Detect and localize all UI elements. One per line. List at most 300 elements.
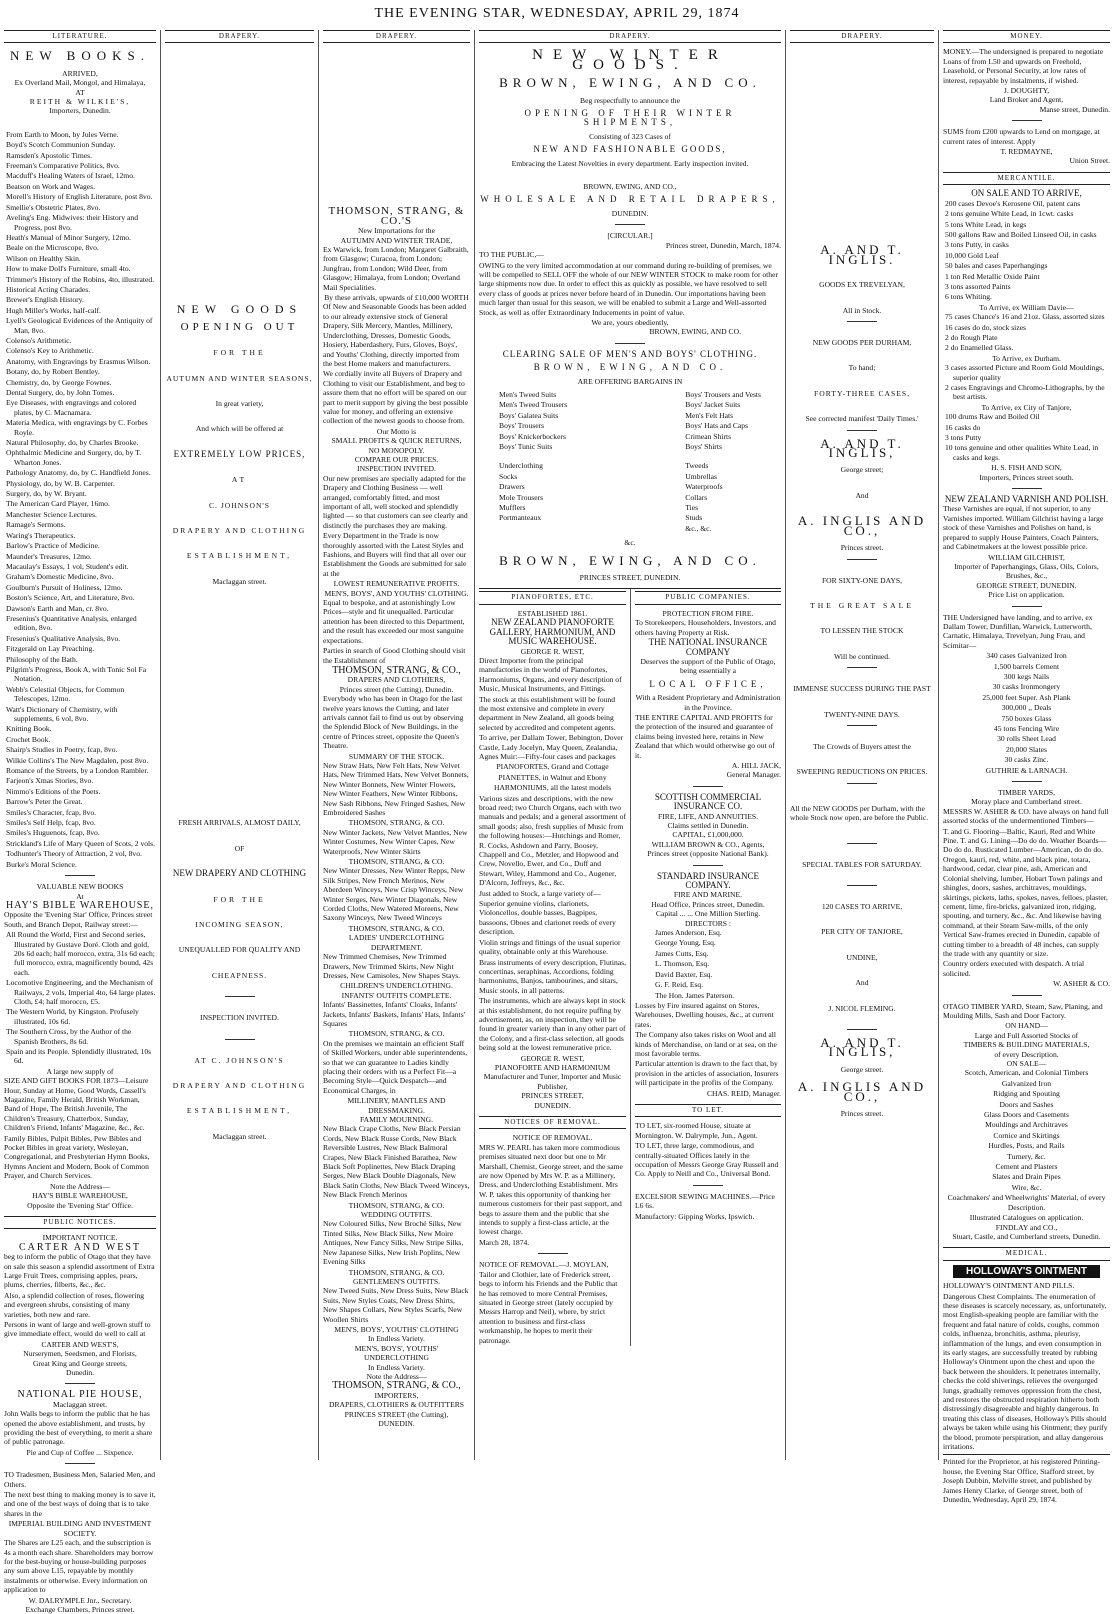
ad-text: Particular attention is drawn to the fact that, by provision in the articles of association, Insurers will participate in the profits of the Company.: [635, 1059, 779, 1088]
list-item: Materia Medica, with engravings by C. Forbes Royle.: [6, 418, 148, 437]
ad-text: ESTABLISHED 1861.: [517, 608, 588, 618]
ad-text: George street;: [840, 465, 884, 475]
ad-text: HARMONIUMS, all the latest models: [493, 783, 612, 793]
list-item: 750 boxes Glass: [1001, 713, 1052, 723]
list-item: Boys' Trousers and Vests: [685, 389, 761, 399]
list-item: Boys' Shirts: [685, 442, 722, 451]
list-item: Nimmo's Editions of the Poets.: [6, 786, 101, 796]
ad-text: In Endless Variety.: [368, 1362, 425, 1372]
ad-heading: EXTREMELY LOW PRICES,: [173, 448, 306, 459]
ad-title: NEW ZEALAND PIANOFORTE GALLERY, HARMONIUM, AND MUSIC WAREHOUSE.: [489, 617, 616, 647]
ad-heading: GENTLEMEN'S OUTFITS.: [352, 1276, 440, 1286]
list-item: G. F. Reid, Esq.: [655, 980, 704, 990]
list-item: David Baxter, Esq.: [655, 969, 713, 979]
ad-text: A. HILL JACK,: [731, 760, 781, 770]
ad-heading: UNEQUALLED FOR QUALITY AND: [178, 945, 301, 955]
list-item: 300,000 ,, Deals: [1001, 703, 1052, 713]
ad-text: Coachmakers' and Wheelwrights' Material, of every Description.: [947, 1193, 1106, 1212]
list-item: 75 cases Chance's 16 and 21oz. Glass, assorted sizes: [945, 312, 1105, 322]
ad-text: TO LET, three large, commodious, and centrally-situated Offices lately in the occupation of Messrs George Gray Russell and Co. Apply to Neill and Co., Universal Bond.: [635, 1141, 779, 1179]
ad-heading: INSPECTION INVITED.: [200, 1013, 279, 1023]
list-item: Barrow's Peter the Great.: [6, 797, 83, 807]
ad-title: CLEARING SALE OF MEN'S AND BOYS' CLOTHING.: [502, 348, 758, 359]
ad-text: The stock at this establishment will be found the most extensive and complete in every department in New Zealand, all goods being selected by accredited and competent agents.: [479, 694, 616, 732]
ad-text: THE Undersigned have landing, and to arrive, ex Dallam Tower, Dunfillan, Warwick, Lutterworth, Carnatic, Himalaya, Trevelyan, Jung Frau, and Scimitar—: [943, 612, 1093, 650]
ad-heading: TIMBER YARDS,: [997, 788, 1056, 798]
ad-title: ON SALE AND TO ARRIVE,: [971, 188, 1082, 199]
column-drapery-johnson: [161, 30, 318, 1460]
ad-text: CHAS. REID, Manager.: [706, 1088, 781, 1098]
ad-text: Embracing the Latest Novelties in every department. Early inspection invited.: [511, 158, 749, 168]
ad-text: The Company also takes risks on Wool and all kinds of Merchandise, on land or at sea, on the most favorable terms.: [635, 1030, 777, 1058]
ad-text: Illustrated Catalogues on application.: [969, 1213, 1084, 1223]
ad-text: Superior genuine violins, clarionets, Violoncellos, double basses, Bagpipes, bassoons, Oboes and clarionet reeds of every description.: [479, 899, 616, 937]
ad-text: To Arrive, ex Durham.: [992, 353, 1061, 363]
ad-title: THOMSON, STRANG, & CO.'S: [328, 205, 465, 227]
ad-heading: REITH & WILKIE'S,: [29, 97, 131, 107]
list-item: Wilson on Healthy Skin.: [6, 253, 81, 263]
list-item: Smellie's Obstetric Plates, 8vo.: [6, 202, 101, 212]
ad-text: Losses by Fire insured against on Stores, Warehouses, Dwelling houses, &c., at current rates.: [635, 1000, 774, 1029]
ad-heading: AUTUMN AND WINTER TRADE,: [340, 235, 453, 245]
list-item: 500 gallons Raw and Boiled Linseed Oil, in casks: [945, 229, 1097, 239]
list-item: Hurdles, Posts, and Rails: [988, 1141, 1065, 1151]
ad-heading: SWEEPING REDUCTIONS ON PRICES.: [796, 767, 928, 777]
section-header: PIANOFORTES, ETC.: [479, 591, 626, 604]
list-item: Macduff's Healing Waters of Israel, 12mo.: [6, 171, 135, 181]
ad-heading: GOODS EX TREVELYAN,: [819, 280, 905, 290]
ad-heading: NOTICE OF REMOVAL.: [512, 1133, 593, 1143]
ad-text: Maclaggan street.: [212, 576, 267, 586]
list-item: Farjeon's Xmas Stories, 8vo.: [6, 776, 94, 786]
list-item: &c., &c.: [685, 523, 712, 533]
ad-text: All in Stock.: [842, 305, 882, 315]
ad-text: SUMS from £200 upwards to Lend on mortgage, at current rates of interest. Apply: [943, 127, 1100, 146]
ad-text: THOMSON, STRANG, & CO.: [348, 1267, 445, 1277]
list-item: Boston's Science, Art, and Literature, 8vo.: [6, 593, 135, 603]
ad-text: Note the Address—: [366, 1371, 427, 1381]
list-item: Ridging and Spouting: [993, 1089, 1060, 1099]
ad-text: Price List on application.: [988, 590, 1065, 600]
ad-text: Head Office, Princes street, Dunedin.: [651, 899, 765, 909]
list-item: Botany, do, by Robert Bentley.: [6, 367, 100, 377]
list-item: Eye Diseases, with engravings and colored plates, by C. Macnamara.: [6, 398, 137, 417]
list-item: Boyd's Scotch Communion Sunday.: [6, 140, 116, 150]
list-item: 30 casks Zinc.: [1004, 755, 1049, 765]
column-drapery-thomson: [319, 30, 474, 1460]
list-item: The Western World, by Kingston. Profusely illustrated, 10s 6d.: [6, 1007, 139, 1026]
ad-heading: DRAPERS AND CLOTHIERS,: [347, 675, 446, 685]
ad-text: DUNEDIN.: [534, 1100, 571, 1110]
list-item: Surgery, do, by W. Bryant.: [6, 489, 87, 499]
ad-heading: GEORGE R. WEST,: [520, 646, 585, 656]
ad-text: BROWN, EWING, AND CO.: [649, 327, 741, 337]
ad-title: A. AND T. INGLIS,: [820, 435, 904, 461]
ad-text: OWING to the very limited accommodation at our command during re-building of premises, we will be compelled to SELL OFF the whole of our NEW WINTER STOCK to make room for other large shipments now due. In order to effect this as quickly as possible, we have resolved to sell every class of goods at prices never before heard of in Dunedin. Our importations having been much larger than usual for this season, we will be enabled to submit a Large and Well-assorted Stock, as well as offer Extraordinary Inducements in point of value.: [479, 260, 778, 317]
list-item: Fresenius's Quantitative Analysis, enlarged edition, 8vo.: [6, 613, 137, 633]
printer-imprint: Printed for the Proprietor, at his registered Printing-house, the Evening Star Office, Stafford street, by Joseph Dubbin, Melville street, and published by James Henry Clarke, of George street, both of Dunedin, Wednesday, April 29, 1874.: [943, 1454, 1110, 1504]
ad-heading: DRAPERY AND CLOTHING: [172, 1080, 307, 1090]
list-item: Todhunter's Theory of Attraction, 2 vol, 8vo.: [6, 849, 142, 859]
ad-heading: OPENING OF THEIR WINTER SHIPMENTS,: [524, 108, 736, 128]
ad-heading: BROWN, EWING, AND CO.: [533, 362, 727, 373]
ad-text: AT: [75, 87, 85, 97]
ad-text: Every Department in the Trade is now thoroughly assorted with the Latest Styles and Fashions, and Buyers will find that all over our Establishment the Goods are submitted for sale at the: [323, 531, 467, 578]
list-item: Mufflers: [499, 503, 526, 513]
list-item: 30 rolls Sheet Lead: [997, 734, 1056, 744]
list-item: Spain and its People. Splendidly illustrated, 10s 6d.: [6, 1047, 152, 1066]
ad-text: General Manager.: [726, 770, 781, 780]
ad-text: Brass instruments of every description, Flutinas, concertinas, seraphinas, Accordions, folding harmoniums, Banjos, tambourines, and sitars, Music stools, in all patterns.: [479, 957, 627, 995]
list-item: Glass Doors and Casements: [984, 1110, 1069, 1120]
ad-text: New Winter Jackets, New Velvet Mantles, New Winter Costumes, New Winter Capes, New Waterproofs, New Winter Skirts: [323, 827, 468, 856]
ad-title: A. INGLIS AND CO.,: [797, 513, 927, 538]
list-item: Pathology Anatomy, do, by C. Handfield Jones.: [6, 468, 151, 478]
ad-text: ON SALE—: [1006, 1059, 1047, 1068]
ad-title: BROWN, EWING, AND CO.: [499, 75, 761, 91]
ad-text: The next best thing to making money is to save it, and one of the best ways of doing that is to take shares in the: [4, 1490, 156, 1518]
list-item: Natural Philosophy, do, by Charles Brooke.: [6, 438, 139, 448]
ad-text: Large and Full Assorted Stocks of: [974, 1030, 1079, 1040]
list-item: Dawson's Earth and Man, cr. 8vo.: [6, 603, 109, 613]
ad-heading: C. JOHNSON'S: [208, 500, 271, 510]
ad-text: Princes street (opposite National Bank).: [647, 849, 769, 859]
ad-text: Infants' Bassinettes, Infants' Cloaks, Infants' Jackets, Infants' Baskets, Infants' Hats, Infants' Squares: [323, 1000, 466, 1028]
ad-heading: WEDDING OUTFITS.: [360, 1210, 433, 1220]
list-item: Drawers: [499, 482, 525, 492]
ad-text: Maclaggan street.: [212, 1131, 267, 1141]
ad-text: THOMSON, STRANG, & CO.: [348, 818, 445, 828]
ad-heading: THE GREAT SALE: [810, 600, 914, 610]
ad-text: FOR THE: [213, 348, 266, 358]
ad-heading: UNDINE,: [846, 952, 878, 962]
list-item: 3 tons Putty, in casks: [945, 240, 1009, 250]
ad-title: HAY'S BIBLE WAREHOUSE,: [6, 899, 154, 911]
list-item: Doors and Sashes: [999, 1099, 1054, 1109]
list-item: 100 drums Raw and Boiled Oil: [945, 412, 1040, 422]
list-item: Cornice and Skirtings: [993, 1130, 1060, 1140]
list-item: Physiology, do, by W. B. Carpenter.: [6, 478, 115, 488]
ad-title: NEW WINTER GOODS.: [532, 47, 728, 73]
ad-text: In Endless Variety.: [368, 1334, 425, 1344]
ad-text: To arrive, per Dallam Tower, Bebington, Dover Castle, Lady Jocelyn, May Queen, Zealandia, Agnes Muir:—Fifty-four cases and packages: [479, 733, 624, 761]
ad-text: TO THE PUBLIC,—: [479, 250, 544, 260]
ad-heading: LOCAL OFFICE,: [649, 678, 767, 689]
ad-heading: FINDLAY and CO.,: [995, 1222, 1058, 1232]
list-item: Beatson on Work and Wages.: [6, 181, 95, 191]
ad-text: Beg respectfully to announce the: [580, 95, 680, 105]
list-item: Umbrellas: [685, 471, 717, 481]
ad-text: And: [855, 490, 869, 500]
list-item: Ramage's Sermons.: [6, 520, 66, 530]
ad-text: [CIRCULAR.]: [607, 231, 653, 241]
ad-text: Capital ... ... One Million Sterling.: [655, 909, 761, 919]
list-item: 3 tons Putty: [945, 433, 982, 443]
ad-heading: NO MONOPOLY.: [368, 445, 425, 455]
ad-title: A. INGLIS AND CO.,: [797, 1079, 927, 1104]
ad-text: Dunedin.: [65, 1368, 95, 1377]
list-item: Ophthalmic Medicine and Surgery, do, by T. Wharton Jones.: [6, 448, 142, 467]
list-item: Webb's Celestial Objects, for Common Telescopes, 12mo.: [6, 684, 125, 704]
ad-text: Manufacturer and Tuner, Importer and Music Publisher,: [483, 1072, 622, 1091]
list-item: Romance of the Streets, by a London Rambler.: [6, 766, 149, 776]
ad-text: New Tweed Suits, New Dress Suits, New Black Suits, New Styles Coats, New Dress Shirts, New Shapes Collars, New Styles Scarfs, New Woollen Shirts: [323, 1286, 469, 1324]
ad-text: ARRIVED,: [62, 68, 98, 78]
ad-text: To Arrive, ex William Davie—: [979, 302, 1074, 312]
list-item: Waring's Therapeutics.: [6, 530, 76, 540]
ad-text: Stuart, Castle, and Cumberland streets, Dunedin.: [952, 1231, 1101, 1241]
list-item: 50 bales and cases Paperhangings: [945, 261, 1048, 271]
list-item: The Hon. James Paterson.: [655, 990, 735, 1000]
column-drapery-inglis: [786, 30, 938, 1460]
list-item: Colenso's Key to Arithmetic.: [6, 346, 94, 356]
ad-heading: NEW GOODS PER DURHAM,: [812, 338, 912, 348]
ad-heading: TO LESSEN THE STOCK: [820, 626, 904, 636]
list-item: Anatomy, with Engravings by Erasmus Wilson.: [6, 356, 151, 366]
ad-text: Moray place and Cumberland street.: [971, 797, 1082, 807]
ad-text: On the premises we maintain an efficient Staff of Skilled Workers, under able superintendents, so that we can guarantee to Ladies kindly placing their orders with us a Perfect Fit—a Becoming Style—Quick Despatch—and Economical Charges, in: [323, 1038, 468, 1095]
ad-heading: PROTECTION FROM FIRE.: [662, 608, 754, 618]
list-item: Portmanteaux: [499, 513, 542, 523]
list-item: Hugh Miller's Works, half-calf.: [6, 305, 101, 315]
list-item: Tweeds: [685, 461, 709, 471]
list-item: 200 cases Devoe's Kerosene Oil, patent cans: [945, 198, 1081, 208]
list-item: Watt's Dictionary of Chemistry, with supplements, 6 vol, 8vo.: [6, 704, 118, 723]
ad-text: T. and G. Flooring—Baltic, Kauri, Red and White Pine. T. and G. Lining—Do do do. Weather Boards—Do do do. Rusticated Lumber—American, do do do. Oregon, kauri, red, white, and black pine, totara, hardwood, cedar, clear pine, ash, American and Colonial shelving, lumber, Hobart Town palings and shingles, doors, sashes, architraves, mouldings, skirtings, pickets, laths, spokes, naves, felloes, plaster, cement, lime, fire-bricks, galvanized iron, ridging, spouting, and turnery, &c., &c. And likewise having command, at their Steam Saw-mills, of the only Vertical Saw-frames erected in Dunedin, capable of cutting timber to a breadth of 48 inches, can supply the trade with any quantity or size.: [943, 826, 1108, 958]
ad-text: TO LET, six-roomed House, situate at Mornington. W. Dalrymple, Jun., Agent.: [635, 1121, 758, 1140]
ad-text: In great variety,: [215, 399, 264, 409]
ad-text: THOMSON, STRANG, & CO.: [348, 857, 445, 867]
column-header: MONEY.: [943, 30, 1110, 43]
section-header: TO LET.: [635, 1104, 781, 1117]
ad-text: We cordially invite all Buyers of Drapery and Clothing to visit our Establishment, and beg to assure them that no effort will be spared on our part to merit support by giving the best possible value for money, and offering an extensive collection of the newest goods to choose from.: [323, 369, 469, 426]
ad-text: THE ENTIRE CAPITAL AND PROFITS for the protection of the insured and guarantee of claims being invested here, retains in New Zealand that which would otherwise go out of it.: [635, 712, 775, 760]
ad-text: Maclaggan street.: [53, 1399, 107, 1409]
ad-text: SIZE AND GIFT BOOKS FOR 1873—Leisure Hour, Sunday at Home, Good Words, Cassell's Magazine, Family Herald, British Workman, Band of Hope, The British Juvenile, The Children's Treasury, Chatterbox, Sunday, Children's Friend, Infants' Magazine, &c., &c.: [4, 1076, 149, 1133]
column-literature: [0, 30, 160, 1614]
list-item: Smiles's Self Help, fcap, 8vo.: [6, 818, 96, 828]
ad-text: Persons in want of large and well-grown stuff to give immediate effect, would do well to call at: [4, 1319, 151, 1339]
list-item: Crochet Book.: [6, 734, 51, 744]
list-item: 2 do Rough Plate: [945, 332, 998, 342]
ad-heading: CHILDREN'S UNDERCLOTHING.: [340, 981, 453, 991]
ad-text: Also, a splendid collection of roses, flowering and evergreen shrubs, consisting of many varieties, both new and rare.: [4, 1290, 145, 1319]
ad-text: The instruments, which are always kept in stock at this establishment, do not require puffing by advertisement, as, on inspection, they will be found in greater variety than in any other part of the Colony, and a first-class selection, all goods being sold at the lowest remunerative price.: [479, 996, 626, 1053]
ad-text: MESSRS W. ASHER & CO. have always on hand full assorted stocks of the undermentioned Timbers—: [943, 806, 1109, 826]
ad-title: NEW ZEALAND VARNISH AND POLISH.: [944, 494, 1109, 505]
ad-text: These Varnishes are equal, if not superior, to any Varnishes imported. William Gilchrist having a large stock of these Varnishes and Polishes on hand, is prepared to supply House Painters, Coach Painters, and Cabinetmakers at the lowest possible price.: [943, 504, 1104, 552]
ad-text: Importers, Dunedin.: [49, 106, 111, 116]
list-item: 1 ton Red Metallic Oxide Paint: [945, 271, 1040, 281]
list-item: Fresenius's Qualitative Analysis, 8vo.: [6, 633, 121, 643]
list-item: 5 tons White Lead, in kegs: [945, 219, 1027, 229]
ad-text: A large new supply of: [46, 1066, 114, 1076]
ad-text: THOMSON, STRANG, & CO.: [348, 1200, 445, 1210]
bargain-list: [479, 386, 781, 538]
ad-heading: J. NICOL FLEMING.: [828, 1003, 896, 1013]
ad-text: New Importations for the: [358, 226, 435, 236]
ad-heading: CAPITAL, £1,000,000.: [672, 830, 744, 840]
ad-text: Princes street.: [840, 543, 884, 553]
ad-heading: FRESH ARRIVALS, ALMOST DAILY,: [178, 818, 301, 828]
column-pianofortes: [479, 589, 631, 1345]
ad-text: Parties in search of Good Clothing should visit the Establishment of: [323, 646, 466, 665]
ad-text: Importer of Paperhangings, Glass, Oils, Colors, Brushes, &c.,: [954, 561, 1099, 581]
ad-heading: INCOMING SEASON,: [195, 919, 284, 929]
column-header: DRAPERY.: [165, 30, 314, 43]
list-item: Mouldings and Architraves: [985, 1120, 1068, 1130]
ad-heading: TIMBERS & BUILDING MATERIALS,: [963, 1040, 1090, 1050]
ad-text: Opposite the 'Evening Star' Office.: [27, 1200, 133, 1210]
masthead: THE EVENING STAR, WEDNESDAY, APRIL 29, 1874: [374, 6, 740, 21]
ad-text: With a Resident Proprietary and Administration in the Province.: [635, 693, 781, 712]
ad-title: STANDARD INSURANCE COMPANY.: [656, 870, 760, 891]
ad-text: W. DALRYMPLE Jnr., Secretary.: [28, 1595, 132, 1605]
list-item: Graham's Domestic Medicine, 8vo.: [6, 572, 114, 582]
ad-title: A. AND T. INGLIS.: [820, 242, 904, 267]
list-item: 10 tons genuine and other qualities White Lead, in casks and kegs.: [945, 443, 1099, 462]
list-item: 16 casks do: [945, 422, 981, 432]
ad-heading: PRINCES STREET, DUNEDIN.: [579, 573, 681, 583]
ad-text: Princes street.: [840, 1109, 884, 1119]
ad-title: THE NATIONAL INSURANCE COMPANY: [648, 637, 768, 657]
list-item: Boys' Hats and Caps: [685, 421, 749, 431]
directors-list: [635, 928, 781, 1000]
ad-text: WILLIAM BROWN & CO., Agents,: [651, 839, 765, 849]
list-item: The Southern Cross, by the Author of the Spanish Brothers, 8s 6d.: [6, 1027, 132, 1046]
list-item: Shairp's Studies in Poetry, fcap, 8vo.: [6, 745, 118, 755]
ad-heading: LADIES' UNDERCLOTHING DEPARTMENT.: [348, 933, 445, 952]
ad-heading: J. DOUGHTY,: [1003, 86, 1050, 96]
ad-heading: DIRECTORS :: [684, 918, 732, 928]
ad-heading: AT C. JOHNSON'S: [194, 1055, 285, 1065]
list-item: From Earth to Moon, by Jules Verne.: [6, 129, 119, 139]
ad-text: ARE OFFERING BARGAINS IN: [577, 376, 683, 386]
ad-text: Of New and Seasonable Goods has been added to our already extensive stock of General Drapery, Silk Mercery, Mantles, Millinery, Underclothing, Dresses, Domestic Goods, Hosiery, Haberdashery, Furs, Gloves, Boys', and Youths' Clothing, directly imported from the best Home makers and manufacturers.: [323, 302, 467, 368]
ad-heading: GEORGE STREET, DUNEDIN.: [976, 580, 1077, 590]
ad-heading: GUTHRIE & LARNACH.: [985, 765, 1068, 775]
column-public-companies: [631, 589, 781, 1345]
list-item: Knitting Book.: [6, 724, 52, 734]
ad-heading: FAMILY MOURNING.: [359, 1115, 434, 1124]
ad-text: Princes street, Dunedin, March, 1874.: [665, 240, 781, 250]
ad-text: beg to inform the public of Otago that they have on sale this season a splendid assortment of Extra Large Fruit Trees, comprising apples, pears, plums, cherries, filberts, &c., &c.: [4, 1252, 155, 1290]
ad-text: New Coloured Silks, New Broché Silks, New Tinted Silks, New Black Silks, New Moire Antiques, New Fancy Silks, New Stripe Silks, New Japanese Silks, New Irish Poplins, New Evening Silks: [323, 1219, 464, 1267]
list-item: Boys' Trousers: [499, 421, 545, 431]
ad-heading: FIRE AND MARINE.: [673, 890, 743, 900]
ad-heading: VALUABLE NEW BOOKS: [36, 882, 124, 892]
list-item: Dental Surgery, do, by John Tomes.: [6, 388, 115, 397]
ad-text: Importers, Princes street south.: [979, 472, 1074, 482]
ad-text: Manse street, Dunedin.: [1039, 104, 1110, 114]
ad-text: The Shares are L25 each, and the subscription is 4s a month each share. Shareholders may borrow for the best-buying or house-building purposes any sum above L15, repayable by monthly instalments or otherwise. Every information on application to: [4, 1538, 154, 1595]
list-item: 20,000 Slates: [1006, 744, 1047, 754]
ad-text: Dangerous Chest Complaints. The enumeration of these diseases is scarcely necessary, as, unfortunately, most English-speaking people are familiar with the frequent and fatal nature of colds, coughs, common colds, influenza, bronchitis, asthma, pleurisy, inflammation of the lungs, and even consumption in its early stages, are successfully treated by rubbing Holloway's Ointment upon the chest and upon the back between the shoulders. It penetrates internally, checks the cold shiverings, relieves the overgorged lungs, gradually removes oppression from the chest, and restores the obstructed respiration hitherto both distressingly disagreeable and highly dangerous. In treating this class of diseases, Holloway's Pills should always be taken while using his Ointment; they purify the blood, promote perspiration, and allay dangerous irritations.: [943, 1291, 1108, 1452]
ad-heading: INFANTS' OUTFITS COMPLETE.: [341, 990, 452, 1000]
ad-text: New Straw Hats, New Felt Hats, New Velvet Hats, New Trimmed Hats, New Velvet Bonnets, New Winter Bonnets, New Winter Flowers, New Winter Feathers, New Winter Ribbons, New Sash Ribbons, New Fringed Sashes, New Embroidered Sashes: [323, 760, 469, 817]
ad-text: Opposite the 'Evening Star' Office, Princes street South, and Branch Depot, Railway street:—: [4, 910, 153, 929]
ad-text: New Trimmed Chemises, New Trimmed Drawers, New Trimmed Skirts, New Night Dresses, New Camisoles, New Shapes Stays.: [323, 952, 461, 980]
list-item: 1,500 barrels Cement: [993, 661, 1060, 671]
list-item: All Round the World, First and Second series, Illustrated by Gustave Doré. Cloth and gold, 20s 6d each; half morocco, extra, 31s 6d each; full morocco, extra, magnificently bound, 42s each.: [6, 930, 155, 977]
ad-heading: MEN'S, BOYS', YOUTHS' CLOTHING: [334, 1324, 459, 1334]
ad-heading: SUMMARY OF THE STOCK.: [348, 751, 445, 761]
list-item: How to make Doll's Furniture, small 4to.: [6, 264, 131, 274]
list-item: 6 tons Whiting.: [945, 292, 992, 302]
list-item: Galvanized Iron: [1001, 1078, 1052, 1088]
list-item: Boys' Jacket Suits: [685, 400, 741, 410]
list-item: 45 tons Fencing Wire: [993, 724, 1060, 733]
list-item: Wilkie Collins's The New Magdalen, post 8vo.: [6, 755, 149, 765]
list-item: Goulburn's Pursuit of Holiness, 12mo.: [6, 582, 123, 592]
list-item: Boys' Tunic Suits: [499, 442, 553, 451]
section-header: MEDICAL.: [943, 1247, 1110, 1260]
ad-title: NATIONAL PIE HOUSE,: [17, 1389, 143, 1401]
ad-text: March 28, 1874.: [479, 1237, 530, 1247]
ad-text: Equal to bespoke, and at astonishingly Low Prices—style and fit unequalled. Particular attention has been directed to this Department, and the result has exceeded our most sanguine expectations.: [323, 598, 465, 645]
ad-heading: IMPORTANT NOTICE.: [42, 1233, 118, 1243]
ad-text: Country orders executed with despatch. A trial solicited.: [943, 959, 1085, 978]
list-item: Ties: [685, 503, 699, 513]
list-item: Heath's Manual of Minor Surgery, 12mo.: [6, 232, 131, 242]
ad-text: To Arrive, ex City of Tanjore,: [981, 402, 1072, 412]
ad-text: Ex Overland Mail, Mongol, and Himalaya,: [14, 78, 146, 88]
list-item: Aveling's Eng. Midwives: their History and Progress, post 8vo.: [6, 213, 138, 232]
book-list: [4, 130, 156, 869]
ad-text: DUNEDIN.: [611, 208, 649, 218]
list-item: Barlow's Practice of Medicine.: [6, 541, 100, 551]
list-item: Pilgrim's Progress, Book A, with Tonic Sol Fa Notation.: [6, 664, 147, 684]
ad-text: MONEY.—The undersigned is prepared to negotiate Loans of from L50 and upwards on Freehold, Leasehold, or Personal Security, at low rates of interest, repayable by instalments, if wished.: [943, 47, 1104, 85]
list-item: Collars: [685, 492, 708, 502]
list-item: Smiles's Character, fcap, 8vo.: [6, 807, 97, 817]
list-item: Crimean Shirts: [685, 431, 732, 441]
list-item: Beale on the Microscope, 8vo.: [6, 243, 99, 253]
list-item: Manchester Science Lectures.: [6, 509, 97, 519]
list-item: Maunder's Treasures, 12mo.: [6, 551, 92, 561]
ad-heading: WILLIAM GILCHRIST,: [988, 552, 1065, 562]
ad-heading: PRINCES STREET,: [521, 1091, 584, 1101]
column-drapery-brown-ewing: [475, 30, 785, 1460]
list-item: Cement and Plasters: [995, 1162, 1058, 1172]
ad-heading: SMALL PROFITS & QUICK RETURNS,: [331, 436, 462, 446]
list-item: 340 cases Galvanized Iron: [986, 651, 1067, 661]
ad-text: NOTICE OF REMOVAL.—J. MOYLAN, Tailor and Clothier, late of Frederick street, begs to inform his Friends and the Public that he has removed to more Central Premises, situated in George street (lately occupied by Messrs Harrop and Neil), where, by strict attention to business and first-class workmanship, he hopes to merit their patronage.: [479, 1260, 618, 1345]
ad-text: &c.: [624, 538, 636, 548]
ad-heading: T. REDMAYNE,: [1000, 147, 1053, 157]
section-header: PUBLIC NOTICES.: [4, 1216, 156, 1229]
ad-title: THOMSON, STRANG, & CO.,: [332, 1380, 461, 1392]
ad-heading: CHEAPNESS.: [211, 970, 268, 980]
list-item: Turnery, &c.: [1007, 1151, 1046, 1161]
list-item: Men's Felt Hats: [685, 410, 734, 420]
list-item: The American Card Player, 16mo.: [6, 499, 110, 509]
ad-heading: OPENING OUT: [180, 320, 299, 333]
ad-text: Various sizes and descriptions, with the new broad reed; two Church Organs, each with two manuals and pedals; and a general assortment of small goods; also, fresh supplies of Music from the following houses:—Hutchings and Romer, R. Cocks, Ashdown and Parry, Boosey, Chappell and Co., Metzler, and Hopwood and Crew, Novello, Ewer, and Co., Duff and Stewart, Wiley, Hammond and Co., Augener, D'Alcorn, Jeffreys, &c., &c.: [479, 793, 626, 888]
list-item: 3 tons assorted Paints: [945, 281, 1011, 291]
list-item: Macaulay's Essays, 1 vol, Student's edit.: [6, 561, 129, 571]
ad-heading: MEN'S, BOYS', YOUTHS' UNDERCLOTHING: [354, 1343, 439, 1363]
list-item: George Young, Esq.: [655, 938, 716, 948]
list-item: 3 cases assorted Picture and Room Gold Mouldings, superior quality: [945, 363, 1105, 382]
list-item: Chemistry, do, by George Fownes.: [6, 377, 112, 387]
ad-heading: FORTY-THREE CASES,: [813, 388, 911, 398]
column-header: DRAPERY.: [479, 30, 781, 43]
list-item: 25,000 feet Super. Ash Plank: [982, 692, 1071, 702]
list-item: Mole Trousers: [499, 492, 544, 502]
ad-text: Manufactory: Gipping Works, Ipswich.: [635, 1211, 755, 1221]
ad-text: The Crowds of Buyers attest the: [812, 741, 912, 751]
